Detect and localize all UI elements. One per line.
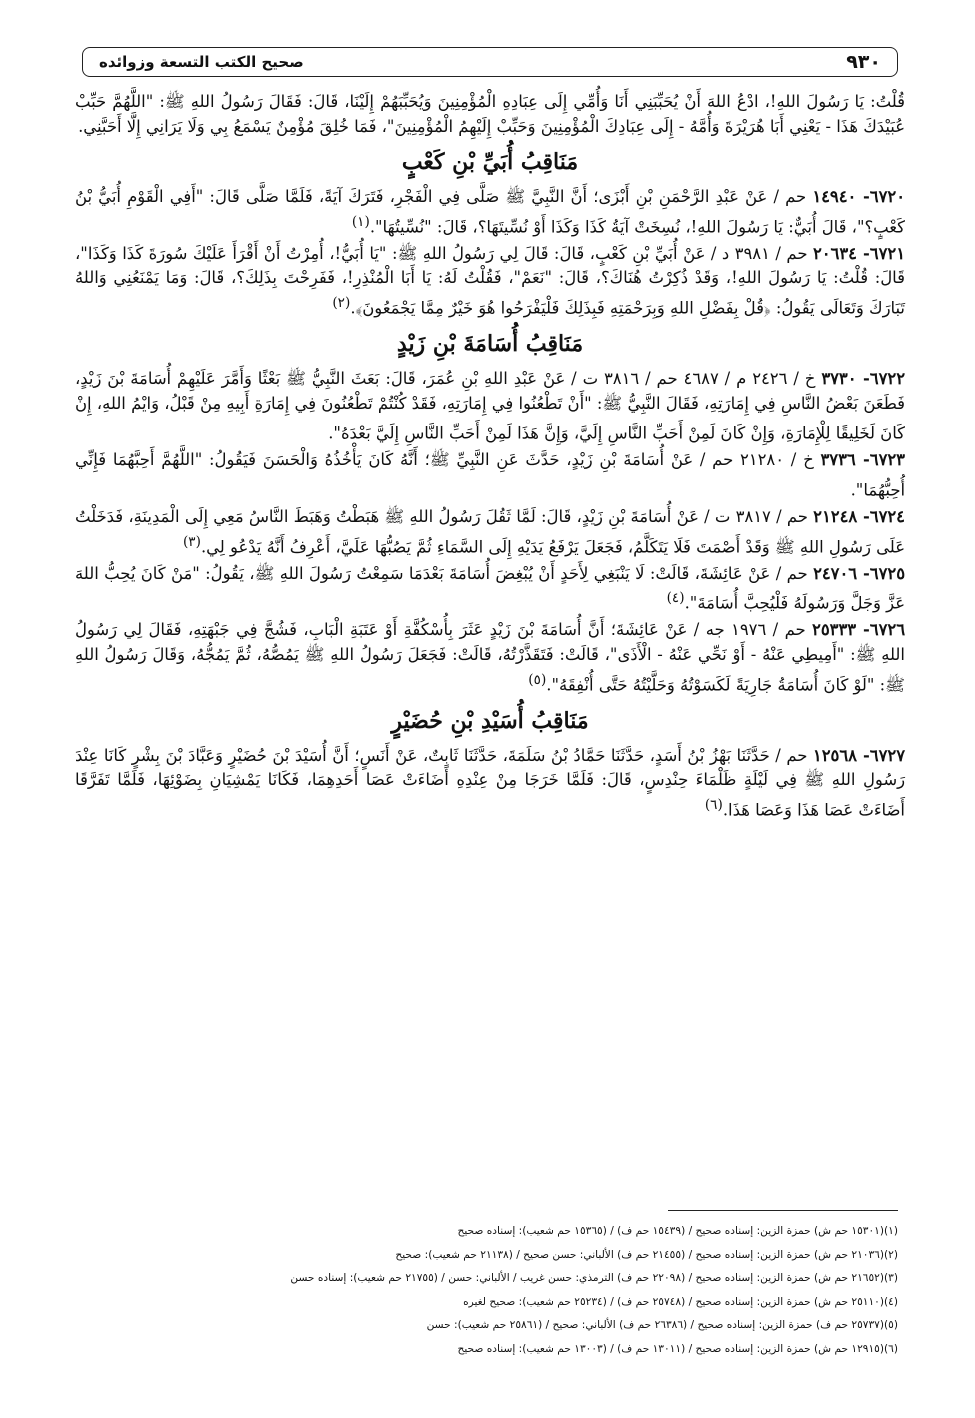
hadith-number: ٦٧٢١- ٢٠٦٣٤ — [812, 243, 905, 263]
hadith-number: ٦٧٢٢- ٣٧٣٠ — [821, 369, 905, 389]
hadith-entry — [75, 744, 905, 823]
footnote-ref: (٤) — [666, 590, 685, 607]
footnote-ref: (٥) — [528, 671, 547, 688]
footnote-ref: (٦) — [704, 796, 723, 813]
footnote: (٢)(٢١٠٣٦ حم ش) حمزة الزين: إسناده صحيح / (٢١٤٥٥ حم ف) الألباني: حسن صحيح / (٢١١٣٨ حم شعيب): صحيح — [395, 1248, 898, 1261]
book-title: صحيح الكتب التسعة وزوائده — [99, 53, 304, 71]
footnote: (٦)(١٢٩١٥ حم ش) حمزة الزين: إسناده صحيح / (١٣٠١١ حم ف) / (١٣٠٠٣ حم شعيب): إسناده صحيح — [457, 1342, 898, 1355]
hadith-entry — [75, 505, 905, 560]
hadith-number: ٦٧٢٦- ٢٥٣٣٣ — [812, 620, 905, 640]
hadith-text: حم / حَدَّثَنَا بَهْزُ بْنُ أَسَدٍ، حَدَّثَنَا حَمَّادُ بْنُ سَلَمَةَ، حَدَّثَنَا ثَابِتٌ، عَنْ أَنَسٍ؛ أَنَّ أُسَيْدَ بْنَ حُضَيْرٍ وَعَبَّادَ بْنَ بِشْرٍ كَانَا عِنْدَ رَسُولِ اللهِ ﷺ فِي لَيْلَةٍ ظَلْمَاءَ حِنْدِسٍ، قَالَ: فَلَمَّا خَرَجَا مِنْ عِنْدِهِ أَضَاءَتْ عَصَا أَحَدِهِمَا، فَكَانَا يَمْشِيَانِ بِضَوْئِهَا، فَلَمَّا تَفَرَّقَا أَضَاءَتْ عَصَا هَذَا وَعَصَا هَذَا. — [75, 745, 905, 820]
hadith-entry — [75, 242, 905, 321]
hadith-entry — [75, 562, 905, 617]
footnote-separator — [668, 1210, 898, 1211]
page-number: ٩٣٠ — [846, 51, 881, 73]
hadith-text: حم / ٣٨١٧ ت / عَنْ أُسَامَةَ بْنِ زَيْدٍ، قَالَ: لَمَّا ثَقُلَ رَسُولُ اللهِ ﷺ هَبَطْتُ وَهَبَطَ النَّاسُ مَعِي إِلَى الْمَدِينَةِ، فَدَخَلْتُ عَلَى رَسُولِ اللهِ ﷺ وَقَدْ أَصْمَتَ فَلَا يَتَكَلَّمُ، فَجَعَلَ يَرْفَعُ يَدَيْهِ إِلَى السَّمَاءِ ثُمَّ يَصُبُّهَا عَلَيَّ، أَعْرِفُ أَنَّهُ يَدْعُو لِي. — [75, 507, 905, 557]
hadith-text: حم / ١٩٧٦ جه / عَنْ عَائِشَةَ؛ أَنَّ أُسَامَةَ بْنَ زَيْدٍ عَثَرَ بِأُسْكُفَّةِ أَوْ عَتَبَةِ الْبَابِ، فَشُجَّ فِي جَبْهَتِهِ، فَقَالَ لِي رَسُولُ اللهِ ﷺ: "أَمِيطِي عَنْهُ - أَوْ نَحِّي عَنْهُ - الْأَذَى"، قَالَتْ: فَتَقَذَّرْتُهُ، قَالَتْ: فَجَعَلَ رَسُولُ اللهِ ﷺ يَمُصُّهُ، ثُمَّ يَمُجُّهُ، وَقَالَ رَسُولُ اللهِ ﷺ: "لَوْ كَانَ أُسَامَةُ جَارِيَةً لَكَسَوْتُهُ وَحَلَّيْتُهُ حَتَّى أُنْفِقَهُ". — [75, 620, 905, 694]
hadith-entry — [75, 448, 905, 503]
hadith-text: حم / عَنْ عَائِشَةَ، قَالَتْ: لَا يَنْبَغِي لِأَحَدٍ أَنْ يُبْغِضَ أُسَامَةَ بَعْدَمَا سَمِعْتُ رَسُولَ اللهِ ﷺ، يَقُولُ: "مَنْ كَانَ يُحِبُّ اللهَ عَزَّ وَجَلَّ وَرَسُولَهُ فَلْيُحِبَّ أُسَامَةَ". — [75, 563, 905, 613]
footnote: (١)(١٥٣٠١ حم ش) حمزة الزين: إسناده صحيح / (١٥٤٣٩ حم ف) / (١٥٣٦٥ حم شعيب): إسناده صحيح — [457, 1225, 898, 1237]
hadith-number: ٦٧٢٠- ١٤٩٤٠ — [812, 187, 906, 207]
hadith-text: خ / ٢٤٢٦ م / ٤٦٨٧ حم / ٣٨١٦ ت / عَنْ عَبْدِ اللهِ بْنِ عُمَرَ، قَالَ: بَعَثَ النَّبِيُّ ﷺ بَعْثًا وَأَمَّرَ عَلَيْهِمْ أُسَامَةَ بْنَ زَيْدٍ، فَطَعَنَ بَعْضُ النَّاسِ فِي إِمَارَتِهِ، فَقَالَ النَّبِيُّ ﷺ: "أَنْ تَطْعُنُوا فِي إِمَارَتِهِ، فَقَدْ كُنْتُمْ تَطْعُنُونَ فِي إِمَارَةِ أَبِيهِ مِنْ قَبْلُ، وَايْمُ اللهِ، إِنْ كَانَ لَخَلِيقًا لِلْإِمَارَةِ، وَإِنْ كَانَ لَمِنْ أَحَبِّ النَّاسِ إِلَيَّ، وَإِنَّ هَذَا لَمِنْ أَحَبِّ النَّاسِ إِلَيَّ بَعْدَهُ". — [75, 369, 905, 443]
footnote-ref: (٣) — [182, 533, 201, 550]
footnotes — [82, 1220, 898, 1361]
hadith-entry — [75, 185, 905, 240]
section-title: مَنَاقِبُ أُسَيْدِ بْنِ حُضَيْرٍ — [391, 707, 589, 734]
footnote-ref: (١) — [351, 213, 370, 230]
hadith-entry — [75, 618, 905, 697]
hadith-text: حم / عَنْ عَبْدِ الرَّحْمَنِ بْنِ أَبْزَى؛ أَنَّ النَّبِيَّ ﷺ صَلَّى فِي الْفَجْرِ، فَتَرَكَ آيَةً، فَلَمَّا صَلَّى قَالَ: "أَفِي الْقَوْمِ أُبَيُّ بْنُ كَعْبٍ؟"، قَالَ أُبَيٌّ: يَا رَسُولَ اللهِ!، نُسِخَتْ آيَةُ كَذَا وَكَذَا أَوْ نُسِّيتَهَا؟، قَالَ: "نُسِّيتُهَا". — [75, 187, 905, 237]
hadith-number: ٦٧٢٧- ١٢٥٦٨ — [812, 745, 905, 765]
page-header — [82, 47, 898, 77]
hadith-text: حم / ٣٩٨١ د / عَنْ أُبَيِّ بْنِ كَعْبٍ، قَالَ: قَالَ لِي رَسُولُ اللهِ ﷺ: "يَا أُبَيُّ!، أُمِرْتُ أَنْ أَقْرَأَ عَلَيْكَ سُورَةَ كَذَا وَكَذَا"، قَالَ: قُلْتُ: يَا رَسُولَ اللهِ!، وَقَدْ ذُكِرْتُ هُنَاكَ؟، قَالَ: "نَعَمْ"، فَقُلْتُ لَهُ: يَا أَبَا الْمُنْذِرِ!، فَفَرِحْتَ بِذَلِكَ؟، قَالَ: وَمَا يَمْنَعُنِي وَاللهُ تَبَارَكَ وَتَعَالَى يَقُولُ: ﴿قُلْ بِفَضْلِ اللهِ وَبِرَحْمَتِهِ فَبِذَلِكَ فَلْيَفْرَحُوا هُوَ خَيْرٌ مِمَّا يَجْمَعُونَ﴾. — [75, 243, 905, 318]
footnote: (٥)(٢٥٧٣٧ حم ف) حمزة الزين: إسناده صحيح / (٢٦٣٨٦ حم ف) الألباني: صحيح / (٢٥٨٦١ حم شعيب): حسن — [426, 1319, 898, 1331]
hadith-number: ٦٧٢٥- ٢٤٧٠٦ — [813, 563, 905, 583]
footnote: (٤)(٢٥١١٠ حم ش) حمزة الزين: إسناده صحيح / (٢٥٧٤٨ حم ف) / (٢٥٢٣٤ حم شعيب): صحيح لغيره — [463, 1295, 898, 1308]
main-text — [75, 90, 905, 825]
hadith-number: ٦٧٢٣- ٣٧٣٦ — [820, 450, 905, 470]
hadith-text: خ / ٢١٢٨٠ حم / عَنْ أُسَامَةَ بْنِ زَيْدٍ، حَدَّثَ عَنِ النَّبِيِّ ﷺ؛ أَنَّهُ كَانَ يَأْخُذُهُ وَالْحَسَنَ فَيَقُولُ: "اللَّهُمَّ أَحِبَّهُمَا فَإِنِّي أُحِبُّهُمَا". — [75, 450, 905, 500]
section-title: مَنَاقِبُ أُبَيِّ بْنِ كَعْبٍ — [401, 149, 579, 176]
footnote-ref: (٢) — [332, 295, 351, 312]
footnote: (٣)(٢١٦٥٢ حم ش) حمزة الزين: إسناده صحيح / (٢٢٠٩٨ حم ف) الترمذي: حسن غريب / الألباني: حسن / (٢١٧٥٥ حم شعيب): إسناده حسن — [290, 1272, 898, 1284]
hadith-entry — [75, 367, 905, 446]
hadith-number: ٦٧٢٤- ٢١٢٤٨ — [813, 507, 905, 526]
section-title: مَنَاقِبُ أُسَامَةَ بْنِ زَيْدٍ — [396, 331, 584, 358]
intro-paragraph: قُلْتُ: يَا رَسُولَ اللهِ!، ادْعُ اللهَ أَنْ يُحَبِّبَنِي أَنَا وَأُمِّي إِلَى عِبَادِهِ الْمُؤْمِنِينَ وَيُحَبِّبَهُمْ إِلَيْنَا، قَالَ: فَقَالَ رَسُولُ اللهِ ﷺ: "اللَّهُمَّ حَبِّبْ عُبَيْدَكَ هَذَا - يَعْنِي أَبَا هُرَيْرَةَ وَأُمَّهُ - إِلَى عِبَادِكَ الْمُؤْمِنِينَ وَحَبِّبْ إِلَيْهِمُ الْمُؤْمِنِينَ"، فَمَا خُلِقَ مُؤْمِنٌ يَسْمَعُ بِي وَلَا يَرَانِي إِلَّا أَحَبَّنِي. — [75, 92, 905, 136]
